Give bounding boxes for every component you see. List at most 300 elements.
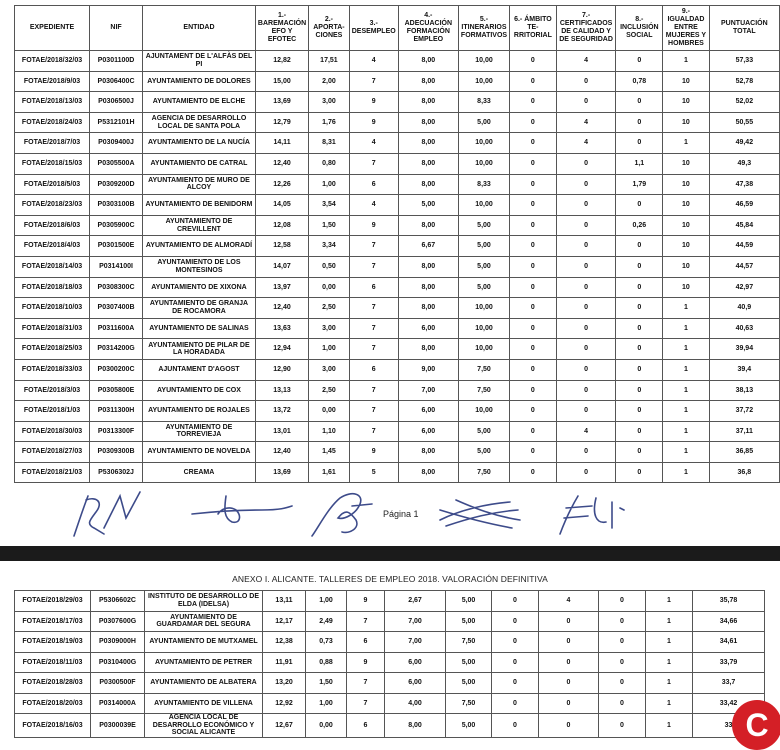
cell-entidad: AYUNTAMIENTO DE SALINAS: [143, 318, 256, 339]
cell-certificados: 0: [539, 632, 599, 653]
cell-adecuacion: 6,00: [385, 652, 446, 673]
cell-expediente: FOTAE/2018/21/03: [15, 462, 90, 483]
cell-adecuacion: 8,00: [398, 298, 458, 319]
cell-aportaciones: 1,00: [306, 693, 347, 714]
cell-inclusion: 0: [599, 632, 646, 653]
header-itinerarios: 5.- ITINERARIOS FORMATIVOS: [458, 6, 509, 51]
cell-inclusion: 0: [599, 714, 646, 738]
cell-baremacion: 12,79: [255, 112, 308, 133]
cell-desempleo: 4: [349, 133, 398, 154]
cell-certificados: 0: [539, 652, 599, 673]
cell-entidad: AYUNTAMIENTO DE CATRAL: [143, 153, 256, 174]
cell-baremacion: 15,00: [255, 71, 308, 92]
cell-igualdad: 10: [663, 174, 710, 195]
annex-title: ANEXO I. ALICANTE. TALLERES DE EMPLEO 2018. VALORACIÓN DEFINITIVA: [232, 574, 548, 584]
cell-desempleo: 7: [349, 153, 398, 174]
cell-ambito: 0: [510, 133, 557, 154]
cell-inclusion: 0: [616, 318, 663, 339]
cell-itinerarios: 5,00: [458, 215, 509, 236]
cell-ambito: 0: [510, 421, 557, 442]
cell-igualdad: 1: [663, 442, 710, 463]
cell-desempleo: 4: [349, 195, 398, 216]
cell-desempleo: 9: [349, 112, 398, 133]
table-row: [15, 298, 780, 319]
cell-itinerarios: 8,33: [458, 92, 509, 113]
cell-aportaciones: 1,00: [309, 339, 350, 360]
table-row: [15, 92, 780, 113]
cell-ambito: 0: [510, 215, 557, 236]
cell-puntuacion: 33: [693, 714, 765, 738]
cell-nif: P0300039E: [91, 714, 145, 738]
cell-adecuacion: 4,00: [385, 693, 446, 714]
header-expediente: EXPEDIENTE: [15, 6, 90, 51]
cell-ambito: 0: [492, 591, 539, 612]
cell-adecuacion: 8,00: [398, 92, 458, 113]
cell-itinerarios: 7,50: [458, 359, 509, 380]
cell-entidad: AJUNTAMENT DE L'ALFÀS DEL PI: [143, 51, 256, 72]
cell-baremacion: 13,69: [255, 92, 308, 113]
cell-itinerarios: 10,00: [458, 401, 509, 422]
cell-expediente: FOTAE/2018/18/03: [15, 277, 90, 298]
table-row: [15, 339, 780, 360]
cell-itinerarios: 10,00: [458, 51, 509, 72]
cell-inclusion: 0: [616, 277, 663, 298]
cell-certificados: 4: [556, 421, 616, 442]
cell-certificados: 4: [556, 51, 616, 72]
cell-certificados: 0: [556, 71, 616, 92]
cell-nif: P0301100D: [90, 51, 143, 72]
cell-entidad: AYUNTAMIENTO DE ALMORADÍ: [143, 236, 256, 257]
cell-adecuacion: 7,00: [385, 632, 446, 653]
cell-inclusion: 0: [616, 256, 663, 277]
header-adecuacion: 4.- ADECUACIÓN FORMACIÓN EMPLEO: [398, 6, 458, 51]
cell-baremacion: 13,13: [255, 380, 308, 401]
cell-entidad: AYUNTAMIENTO DE ELCHE: [143, 92, 256, 113]
cell-baremacion: 14,07: [255, 256, 308, 277]
cell-certificados: 0: [556, 442, 616, 463]
cell-desempleo: 9: [349, 92, 398, 113]
cell-itinerarios: 7,50: [446, 693, 492, 714]
header-certificados: 7.- CERTIFICADOS DE CALIDAD Y DE SEGURIDAD: [556, 6, 616, 51]
cell-igualdad: 1: [646, 652, 693, 673]
cell-puntuacion: 33,42: [693, 693, 765, 714]
cell-nif: P0313300F: [90, 421, 143, 442]
cell-ambito: 0: [510, 339, 557, 360]
cell-aportaciones: 1,00: [309, 174, 350, 195]
cell-desempleo: 6: [349, 359, 398, 380]
cell-aportaciones: 17,51: [309, 51, 350, 72]
cell-expediente: FOTAE/2018/13/03: [15, 92, 90, 113]
cell-igualdad: 1: [663, 318, 710, 339]
cell-expediente: FOTAE/2018/15/03: [15, 153, 90, 174]
cell-inclusion: 0: [616, 462, 663, 483]
cell-inclusion: 1,79: [616, 174, 663, 195]
table-row: [15, 215, 780, 236]
cell-igualdad: 1: [646, 714, 693, 738]
cell-desempleo: 9: [347, 652, 385, 673]
cell-inclusion: 0,26: [616, 215, 663, 236]
cell-adecuacion: 6,00: [398, 318, 458, 339]
cell-certificados: 0: [556, 359, 616, 380]
cell-entidad: AYUNTAMIENTO DE MUTXAMEL: [145, 632, 263, 653]
cell-ambito: 0: [492, 652, 539, 673]
cell-aportaciones: 2,00: [309, 71, 350, 92]
cell-nif: P0305800E: [90, 380, 143, 401]
cell-expediente: FOTAE/2018/24/03: [15, 112, 90, 133]
cell-adecuacion: 5,00: [398, 195, 458, 216]
cell-nif: P0309200D: [90, 174, 143, 195]
cell-nif: P0309300B: [90, 442, 143, 463]
table-row: [15, 318, 780, 339]
cell-expediente: FOTAE/2018/27/03: [15, 442, 90, 463]
cell-baremacion: 12,82: [255, 51, 308, 72]
cell-itinerarios: 5,00: [446, 673, 492, 694]
cell-inclusion: 0: [616, 298, 663, 319]
logo-glyph: C: [745, 707, 769, 743]
cell-desempleo: 7: [349, 256, 398, 277]
header-aportaciones: 2.- APORTA- CIONES: [309, 6, 350, 51]
cell-ambito: 0: [510, 359, 557, 380]
cell-entidad: AYUNTAMIENTO DE MURO DE ALCOY: [143, 174, 256, 195]
cell-entidad: AYUNTAMIENTO DE XIXONA: [143, 277, 256, 298]
cell-baremacion: 12,40: [255, 298, 308, 319]
cell-puntuacion: 36,8: [709, 462, 779, 483]
cell-expediente: FOTAE/2018/14/03: [15, 256, 90, 277]
cell-entidad: AYUNTAMIENTO DE NOVELDA: [143, 442, 256, 463]
cell-puntuacion: 40,9: [709, 298, 779, 319]
cell-adecuacion: 6,67: [398, 236, 458, 257]
cell-baremacion: 14,05: [255, 195, 308, 216]
cell-puntuacion: 39,94: [709, 339, 779, 360]
cell-expediente: FOTAE/2018/19/03: [15, 632, 91, 653]
cell-entidad: AYUNTAMIENTO DE ALBATERA: [145, 673, 263, 694]
cell-igualdad: 1: [646, 591, 693, 612]
cell-aportaciones: 1,10: [309, 421, 350, 442]
cell-inclusion: 0: [616, 195, 663, 216]
cell-desempleo: 7: [349, 401, 398, 422]
cell-entidad: CREAMA: [143, 462, 256, 483]
cell-itinerarios: 5,00: [458, 442, 509, 463]
cell-nif: P5306302J: [90, 462, 143, 483]
cell-igualdad: 1: [663, 462, 710, 483]
cell-expediente: FOTAE/2018/17/03: [15, 611, 91, 632]
header-entidad: ENTIDAD: [143, 6, 256, 51]
cell-expediente: FOTAE/2018/32/03: [15, 51, 90, 72]
cell-puntuacion: 42,97: [709, 277, 779, 298]
cell-itinerarios: 7,50: [446, 632, 492, 653]
cell-ambito: 0: [492, 673, 539, 694]
cell-entidad: AYUNTAMIENTO DE LOS MONTESINOS: [143, 256, 256, 277]
cell-igualdad: 1: [663, 380, 710, 401]
cell-igualdad: 1: [646, 673, 693, 694]
scores-table-continued: [14, 590, 765, 738]
cell-itinerarios: 10,00: [458, 195, 509, 216]
cell-desempleo: 7: [349, 339, 398, 360]
cell-ambito: 0: [510, 71, 557, 92]
cell-nif: P0314100I: [90, 256, 143, 277]
cell-itinerarios: 10,00: [458, 71, 509, 92]
cell-igualdad: 10: [663, 256, 710, 277]
cell-expediente: FOTAE/2018/29/03: [15, 591, 91, 612]
cell-aportaciones: 0,00: [309, 401, 350, 422]
table-row: [15, 632, 765, 653]
table-row: [15, 256, 780, 277]
cell-ambito: 0: [492, 693, 539, 714]
cell-nif: P0306500J: [90, 92, 143, 113]
cell-puntuacion: 39,4: [709, 359, 779, 380]
cell-entidad: AYUNTAMIENTO DE LA NUCÍA: [143, 133, 256, 154]
cell-inclusion: 0: [616, 133, 663, 154]
cell-ambito: 0: [510, 256, 557, 277]
cell-nif: P0300200C: [90, 359, 143, 380]
cell-desempleo: 4: [349, 51, 398, 72]
cell-entidad: AYUNTAMIENTO DE ROJALES: [143, 401, 256, 422]
cell-igualdad: 10: [663, 236, 710, 257]
cell-certificados: 0: [556, 174, 616, 195]
table-row: [15, 133, 780, 154]
header-inclusion: 8.- INCLUSIÓN SOCIAL: [616, 6, 663, 51]
cell-inclusion: 0: [616, 112, 663, 133]
table-row: [15, 153, 780, 174]
cell-entidad: AYUNTAMIENTO DE BENIDORM: [143, 195, 256, 216]
cell-baremacion: 13,20: [263, 673, 306, 694]
cell-entidad: AYUNTAMIENTO DE CREVILLENT: [143, 215, 256, 236]
cell-puntuacion: 40,63: [709, 318, 779, 339]
cell-nif: P0311600A: [90, 318, 143, 339]
cell-certificados: 0: [556, 339, 616, 360]
cell-entidad: AJUNTAMENT D'AGOST: [143, 359, 256, 380]
cell-certificados: 0: [556, 380, 616, 401]
cell-igualdad: 1: [663, 51, 710, 72]
cell-puntuacion: 34,66: [693, 611, 765, 632]
cell-certificados: 0: [556, 462, 616, 483]
cell-nif: P0307400B: [90, 298, 143, 319]
cell-certificados: 0: [556, 153, 616, 174]
cell-desempleo: 7: [347, 611, 385, 632]
cell-nif: P0307600G: [91, 611, 145, 632]
table-row: [15, 673, 765, 694]
cell-ambito: 0: [510, 462, 557, 483]
cell-desempleo: 5: [349, 462, 398, 483]
cell-itinerarios: 5,00: [458, 421, 509, 442]
cell-adecuacion: 7,00: [398, 380, 458, 401]
cell-puntuacion: 34,61: [693, 632, 765, 653]
cell-igualdad: 10: [663, 71, 710, 92]
table-row: [15, 174, 780, 195]
cell-adecuacion: 8,00: [398, 71, 458, 92]
cell-entidad: AYUNTAMIENTO DE VILLENA: [145, 693, 263, 714]
cell-puntuacion: 52,02: [709, 92, 779, 113]
cell-desempleo: 9: [349, 442, 398, 463]
cell-puntuacion: 33,7: [693, 673, 765, 694]
cell-expediente: FOTAE/2018/28/03: [15, 673, 91, 694]
cell-nif: P0308300C: [90, 277, 143, 298]
cell-inclusion: 0: [616, 92, 663, 113]
cell-aportaciones: 0,00: [306, 714, 347, 738]
header-igualdad: 9.- IGUALDAD ENTRE MUJERES Y HOMBRES: [663, 6, 710, 51]
cell-igualdad: 1: [646, 693, 693, 714]
cell-inclusion: 0: [616, 51, 663, 72]
cell-certificados: 0: [539, 693, 599, 714]
cell-aportaciones: 1,61: [309, 462, 350, 483]
cell-desempleo: 7: [349, 380, 398, 401]
cell-nif: P0303100B: [90, 195, 143, 216]
cell-certificados: 4: [539, 591, 599, 612]
cell-adecuacion: 8,00: [398, 133, 458, 154]
cell-ambito: 0: [510, 401, 557, 422]
cell-certificados: 0: [539, 714, 599, 738]
cell-ambito: 0: [510, 92, 557, 113]
cell-igualdad: 10: [663, 92, 710, 113]
cell-igualdad: 10: [663, 277, 710, 298]
cell-adecuacion: 8,00: [398, 442, 458, 463]
cell-adecuacion: 8,00: [398, 174, 458, 195]
cell-desempleo: 6: [349, 174, 398, 195]
cell-nif: P0306400C: [90, 71, 143, 92]
cell-itinerarios: 10,00: [458, 339, 509, 360]
cell-certificados: 4: [556, 133, 616, 154]
table-row: [15, 277, 780, 298]
table-row: [15, 442, 780, 463]
cell-desempleo: 6: [347, 632, 385, 653]
cell-adecuacion: 9,00: [398, 359, 458, 380]
cell-itinerarios: 5,00: [446, 714, 492, 738]
table-row: [15, 591, 765, 612]
cell-puntuacion: 44,57: [709, 256, 779, 277]
cell-igualdad: 1: [663, 298, 710, 319]
table-row: [15, 401, 780, 422]
cell-certificados: 0: [539, 673, 599, 694]
cell-inclusion: 0: [616, 380, 663, 401]
header-nif: NIF: [90, 6, 143, 51]
cell-baremacion: 12,38: [263, 632, 306, 653]
cell-inclusion: 0: [616, 421, 663, 442]
cell-aportaciones: 0,80: [309, 153, 350, 174]
cell-aportaciones: 1,50: [309, 215, 350, 236]
cell-igualdad: 1: [646, 611, 693, 632]
cell-inclusion: 0,78: [616, 71, 663, 92]
cell-entidad: AYUNTAMIENTO DE TORREVIEJA: [143, 421, 256, 442]
cell-itinerarios: 10,00: [458, 133, 509, 154]
cell-certificados: 0: [556, 277, 616, 298]
cell-puntuacion: 50,55: [709, 112, 779, 133]
cell-aportaciones: 3,34: [309, 236, 350, 257]
cell-itinerarios: 10,00: [458, 153, 509, 174]
cell-nif: P0309000H: [91, 632, 145, 653]
table-row: [15, 421, 780, 442]
cell-baremacion: 13,69: [255, 462, 308, 483]
cell-aportaciones: 1,76: [309, 112, 350, 133]
cell-nif: P0301500E: [90, 236, 143, 257]
cell-entidad: AYUNTAMIENTO DE DOLORES: [143, 71, 256, 92]
cell-expediente: FOTAE/2018/4/03: [15, 236, 90, 257]
cell-nif: P0300500F: [91, 673, 145, 694]
cell-inclusion: 0: [616, 339, 663, 360]
cell-aportaciones: 3,00: [309, 318, 350, 339]
cell-aportaciones: 0,88: [306, 652, 347, 673]
cell-certificados: 0: [539, 611, 599, 632]
cell-ambito: 0: [510, 380, 557, 401]
cell-ambito: 0: [510, 51, 557, 72]
cell-nif: P5312101H: [90, 112, 143, 133]
cell-certificados: 0: [556, 195, 616, 216]
cell-certificados: 0: [556, 215, 616, 236]
cell-certificados: 0: [556, 236, 616, 257]
cell-baremacion: 12,08: [255, 215, 308, 236]
cell-inclusion: 0: [616, 442, 663, 463]
cell-desempleo: 7: [349, 71, 398, 92]
cell-adecuacion: 6,00: [398, 401, 458, 422]
cell-nif: P0309400J: [90, 133, 143, 154]
cell-certificados: 4: [556, 112, 616, 133]
cell-itinerarios: 7,50: [458, 462, 509, 483]
cell-itinerarios: 5,00: [446, 611, 492, 632]
cell-expediente: FOTAE/2018/30/03: [15, 421, 90, 442]
table-row: [15, 462, 780, 483]
cell-itinerarios: 5,00: [458, 112, 509, 133]
page-separator: [0, 546, 780, 561]
cell-baremacion: 13,72: [255, 401, 308, 422]
cell-expediente: FOTAE/2018/3/03: [15, 380, 90, 401]
cell-expediente: FOTAE/2018/11/03: [15, 652, 91, 673]
cell-nif: P5306602C: [91, 591, 145, 612]
cell-puntuacion: 46,59: [709, 195, 779, 216]
scores-table: [14, 5, 780, 483]
cell-igualdad: 10: [663, 195, 710, 216]
cell-puntuacion: 37,11: [709, 421, 779, 442]
cell-expediente: FOTAE/2018/25/03: [15, 339, 90, 360]
cell-desempleo: 9: [347, 591, 385, 612]
cell-certificados: 0: [556, 401, 616, 422]
cell-certificados: 0: [556, 318, 616, 339]
cell-itinerarios: 5,00: [458, 236, 509, 257]
table-row: [15, 693, 765, 714]
cell-desempleo: 7: [347, 673, 385, 694]
cell-expediente: FOTAE/2018/1/03: [15, 401, 90, 422]
cell-ambito: 0: [510, 277, 557, 298]
cell-entidad: AYUNTAMIENTO DE PILAR DE LA HORADADA: [143, 339, 256, 360]
header-row: [15, 6, 780, 51]
cell-desempleo: 6: [347, 714, 385, 738]
cell-entidad: AGENCIA DE DESARROLLO LOCAL DE SANTA POLA: [143, 112, 256, 133]
cell-inclusion: 0: [599, 591, 646, 612]
cell-aportaciones: 0,50: [309, 256, 350, 277]
cell-baremacion: 13,97: [255, 277, 308, 298]
cell-aportaciones: 3,00: [309, 359, 350, 380]
cell-igualdad: 10: [663, 215, 710, 236]
cell-aportaciones: 2,49: [306, 611, 347, 632]
cell-expediente: FOTAE/2018/33/03: [15, 359, 90, 380]
cell-puntuacion: 38,13: [709, 380, 779, 401]
cell-nif: P0310400G: [91, 652, 145, 673]
cell-itinerarios: 5,00: [446, 652, 492, 673]
cell-ambito: 0: [510, 442, 557, 463]
cell-baremacion: 12,58: [255, 236, 308, 257]
cell-expediente: FOTAE/2018/9/03: [15, 71, 90, 92]
cell-puntuacion: 57,33: [709, 51, 779, 72]
cell-adecuacion: 8,00: [398, 51, 458, 72]
cell-igualdad: 1: [663, 359, 710, 380]
cell-puntuacion: 36,85: [709, 442, 779, 463]
cell-aportaciones: 8,31: [309, 133, 350, 154]
cell-baremacion: 12,40: [255, 153, 308, 174]
table-row: [15, 112, 780, 133]
cell-nif: P0305500A: [90, 153, 143, 174]
cell-igualdad: 10: [663, 153, 710, 174]
cell-entidad: INSTITUTO DE DESARROLLO DE ELDA (IDELSA): [145, 591, 263, 612]
cell-baremacion: 12,94: [255, 339, 308, 360]
cell-itinerarios: 10,00: [458, 298, 509, 319]
